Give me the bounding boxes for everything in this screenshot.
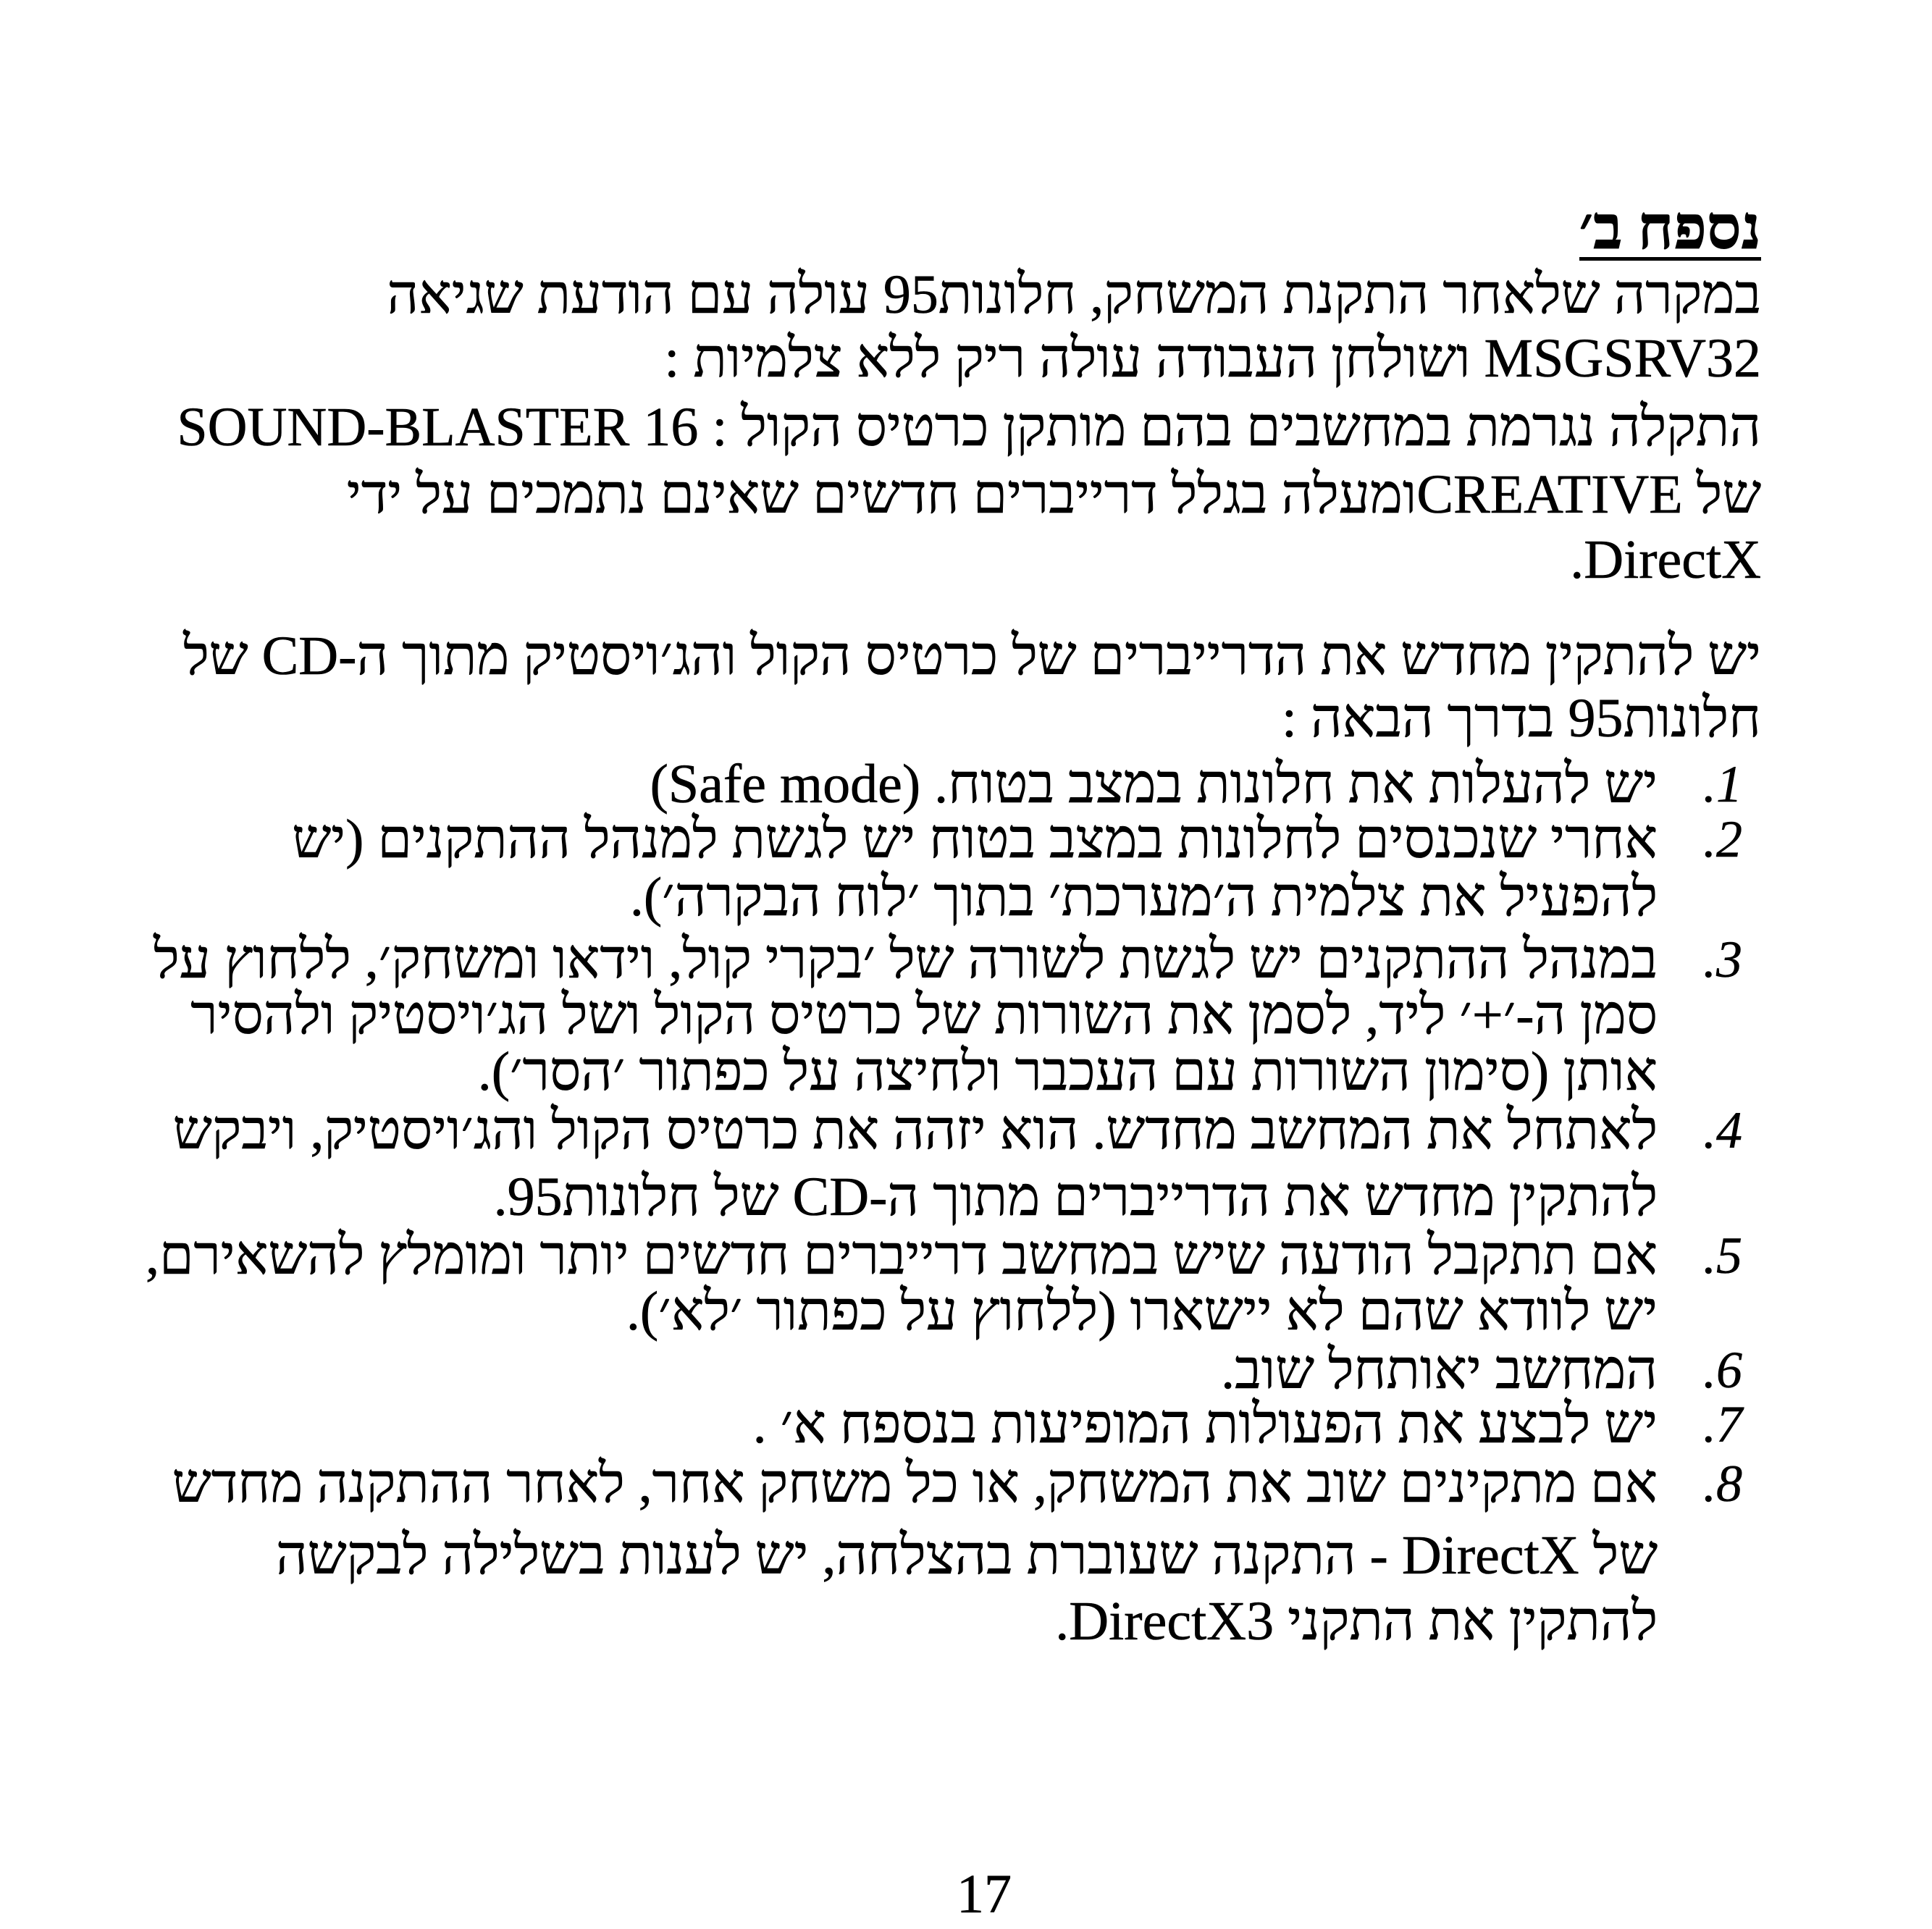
intro-line: התקלה נגרמת במחשבים בהם מותקן כרטיס הקול : SOUND-BLASTER 16 (177, 397, 1761, 458)
step-number: 6. (1703, 1341, 1742, 1399)
intro-line: MSGSRV32 ושולחן העבודה עולה ריק ללא צלמיות : (664, 328, 1761, 389)
step-line: של DirectX - התקנה שעוברת בהצלחה, יש לענות בשלילה לבקשה (276, 1525, 1658, 1586)
step-line: אחרי שנכנסים לחלונות במצב בטוח יש לגשת למנהל ההתקנים (יש (292, 809, 1658, 870)
page-number: 17 (957, 1864, 1012, 1925)
step-line: יש לוודא שהם לא יישארו (ללחוץ על כפתור ׳לא׳). (626, 1281, 1658, 1342)
step-line: סמן ה-׳+׳ ליד, לסמן את השורות של כרטיס הקול ושל הג׳ויסטיק ולהסיר (190, 985, 1658, 1046)
step-number: 2. (1703, 810, 1742, 868)
instructions-line: חלונות95 בדרך הבאה : (1281, 688, 1761, 749)
step-line: אם תתקבל הודעה שיש במחשב דרייברים חדשים יותר ומומלץ להשאירם, (146, 1225, 1658, 1286)
intro-line: DirectX. (1570, 529, 1761, 590)
step-number: 1. (1703, 755, 1742, 813)
page-title (1579, 195, 1761, 262)
intro-line: במקרה שלאחר התקנת המשחק, חלונות95 עולה עם הודעת שגיאה (387, 264, 1761, 325)
step-number: 7. (1703, 1395, 1742, 1453)
step-line: יש להעלות את חלונות במצב בטוח. (Safe mode) (650, 754, 1658, 815)
step-number: 3. (1703, 930, 1742, 988)
step-number: 4. (1703, 1101, 1742, 1159)
instructions-line: יש להתקין מחדש את הדרייברים של כרטיס הקול והג׳ויסטיק מתוך ה-CD של (183, 626, 1761, 686)
step-line: המחשב יאותחל שוב. (1221, 1340, 1658, 1400)
step-number: 5. (1703, 1227, 1742, 1285)
step-line: במנהל ההתקנים יש לגשת לשורה של ׳בקרי קול, וידאו ומשחק׳, ללחוץ על (154, 929, 1658, 990)
intro-line: של CREATIVEומעלה בגלל דרייברים חדשים שאינם נתמכים על ידי (346, 464, 1761, 525)
step-line: להתקין את התקני DirectX3. (1055, 1591, 1658, 1652)
page-title-text: נספח ב׳ (1579, 195, 1761, 262)
step-number: 8. (1703, 1455, 1742, 1513)
step-line: יש לבצע את הפעולות המופיעות בנספח א׳ . (752, 1394, 1658, 1455)
step-line: אם מתקינים שוב את המשחק, או כל משחק אחר, לאחר ההתקנה מחדש (172, 1453, 1658, 1514)
step-line: להתקין מחדש את הדרייברים מתוך ה-CD של חלונות95. (493, 1167, 1658, 1227)
step-line: להפעיל את צלמית ה׳מערכת׳ בתוך ׳לוח הבקרה׳). (629, 867, 1658, 928)
step-line: לאתחל את המחשב מחדש. הוא יזהה את כרטיס הקול והג׳ויסטיק, ויבקש (172, 1100, 1658, 1161)
step-line: אותן (סימון השורות עם העכבר ולחיצה על כפתור ׳הסר׳). (477, 1041, 1658, 1102)
